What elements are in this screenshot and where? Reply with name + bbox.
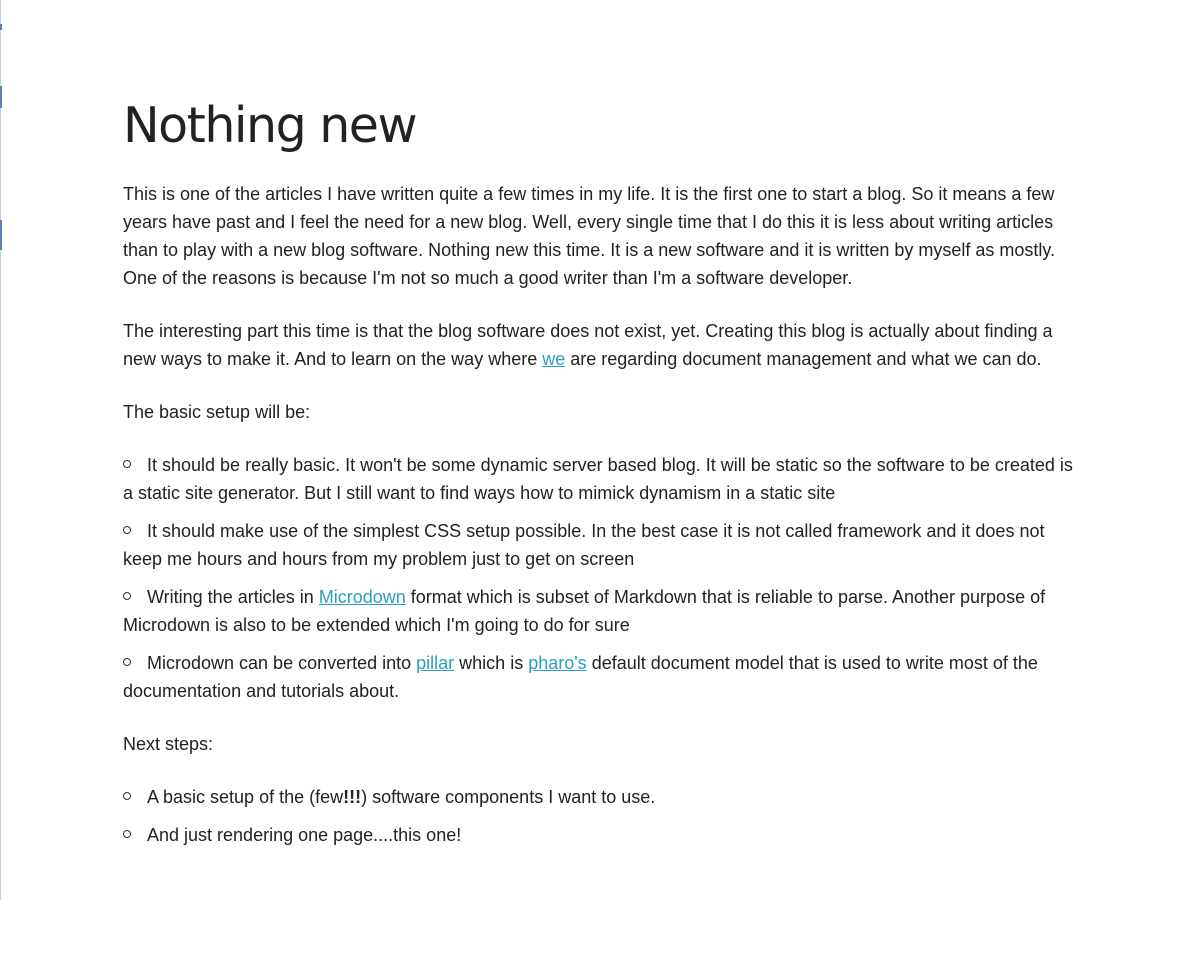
edge-marker xyxy=(0,220,2,250)
list-item-text: format which is subset of Markdown that is reliable to parse. Another purpose of Microdown is also to be extended which I'm going to do for sure xyxy=(123,587,1046,635)
list-item-text: Microdown can be converted into xyxy=(147,653,417,673)
bullet-icon xyxy=(123,658,131,666)
setup-heading: The basic setup will be: xyxy=(123,402,311,422)
list-item xyxy=(123,821,1083,849)
we-link[interactable]: we xyxy=(542,349,566,369)
second-paragraph xyxy=(123,317,1083,373)
list-item xyxy=(123,517,1083,573)
list-item xyxy=(123,783,1083,811)
paragraph-text: The interesting part this time is that the blog software does not exist, yet. Creating this blog is actually about finding a new ways to make it. And to learn on the way where xyxy=(123,321,1053,369)
list-item xyxy=(123,451,1083,507)
bullet-icon xyxy=(123,526,131,534)
list-item-text: default document model that is used to write most of the documentation and tutorials about. xyxy=(123,653,1038,701)
article-title: Nothing new xyxy=(123,97,417,154)
list-item-text: A basic setup of the (few xyxy=(147,787,344,807)
bullet-icon xyxy=(123,592,131,600)
setup-list xyxy=(123,451,1083,705)
edge-marker xyxy=(0,86,2,108)
list-item-text: which is xyxy=(454,653,529,673)
edge-marker xyxy=(0,24,2,30)
list-item-text: And just rendering one page....this one! xyxy=(147,825,462,845)
bullet-icon xyxy=(123,830,131,838)
pillar-link[interactable]: pillar xyxy=(416,653,455,673)
next-steps-list xyxy=(123,783,1083,849)
bullet-icon xyxy=(123,460,131,468)
list-item xyxy=(123,649,1083,705)
list-item-text: Writing the articles in xyxy=(147,587,319,607)
list-item-text: It should make use of the simplest CSS setup possible. In the best case it is not called framework and it does not keep me hours and hours from my problem just to get on screen xyxy=(123,521,1045,569)
window-left-edge xyxy=(0,0,1,900)
next-steps-heading: Next steps: xyxy=(123,734,214,754)
pharo-link[interactable]: pharo's xyxy=(528,653,587,673)
blog-article xyxy=(123,96,1083,874)
list-item-text: It should be really basic. It won't be some dynamic server based blog. It will be static so the software to be created is a static site generator. But I still want to find ways how to mimick dynamism in a static site xyxy=(123,455,1073,503)
paragraph-text: are regarding document management and what we can do. xyxy=(565,349,1042,369)
list-item xyxy=(123,583,1083,639)
emphasis-text: !!! xyxy=(343,787,362,807)
intro-paragraph: This is one of the articles I have written quite a few times in my life. It is the first one to start a blog. So it means a few years have past and I feel the need for a new blog. Well, every single time that I do this it is less about writing articles than to play with a new blog software. Nothing new this time. It is a new software and it is written by myself as mostly. One of the reasons is because I'm not so much a good writer than I'm a software developer. xyxy=(123,184,1056,288)
microdown-link[interactable]: Microdown xyxy=(318,587,406,607)
bullet-icon xyxy=(123,792,131,800)
list-item-text: ) software components I want to use. xyxy=(361,787,656,807)
